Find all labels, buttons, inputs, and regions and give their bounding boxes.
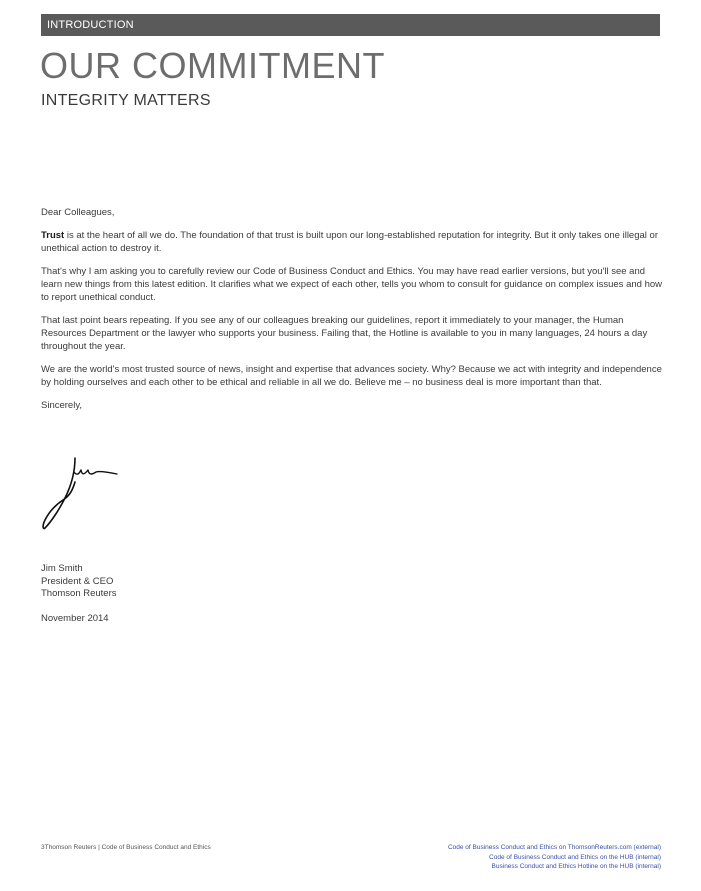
paragraph-1-text: is at the heart of all we do. The foundation of that trust is built upon our long-established reputation for integrity. But it only takes one illegal or unethical action to destroy it. [41,230,658,254]
paragraph-4: We are the world's most trusted source of news, insight and expertise that advances society. Why? Because we act with integrity and independence by holding ourselves and each other to be ethical and reliable in all we do. Believe me – no business deal is more important than that. [41,364,662,388]
signer-name: Jim Smith [41,563,83,574]
signer-company: Thomson Reuters [41,588,117,599]
page-subtitle: INTEGRITY MATTERS [41,92,211,109]
trust-emphasis: Trust [41,230,65,241]
salutation: Dear Colleagues, [41,207,115,218]
closing: Sincerely, [41,400,83,411]
handwritten-signature [41,452,121,532]
footer-link-external-code[interactable]: Code of Business Conduct and Ethics on ThomsonReuters.com (external) [447,844,661,851]
section-label-bar [41,14,660,36]
paragraph-1 [41,229,663,255]
letter-date: November 2014 [41,613,109,624]
section-label: INTRODUCTION [47,19,134,31]
signer-block [41,563,117,601]
paragraph-3: That last point bears repeating. If you see any of our colleagues breaking our guidelines, report it immediately to your manager, the Human Resources Department or the lawyer who supports your business. Failing that, the Hotline is available to you in many languages, 24 hours a day throughout the year. [41,315,648,352]
footer-doc-title: 3Thomson Reuters | Code of Business Conduct and Ethics [41,844,211,851]
signature-stroke [43,458,75,529]
signer-title: President & CEO [41,575,114,587]
footer-link-hub-code[interactable]: Code of Business Conduct and Ethics on the HUB (internal) [489,853,661,861]
page-title: OUR COMMITMENT [40,45,385,86]
signature-stroke-tail [74,470,117,474]
paragraph-2: That's why I am asking you to carefully review our Code of Business Conduct and Ethics. You may have read earlier versions, but you'll see and learn new things from this latest edition. It clarifies what we expect of each other, tells you whom to consult for guidance on complex issues and how to report unethical conduct. [41,266,662,303]
footer-link-hub-hotline[interactable]: Business Conduct and Ethics Hotline on the HUB (internal) [491,863,661,870]
letter-body [41,206,663,422]
footer-links [448,843,661,872]
